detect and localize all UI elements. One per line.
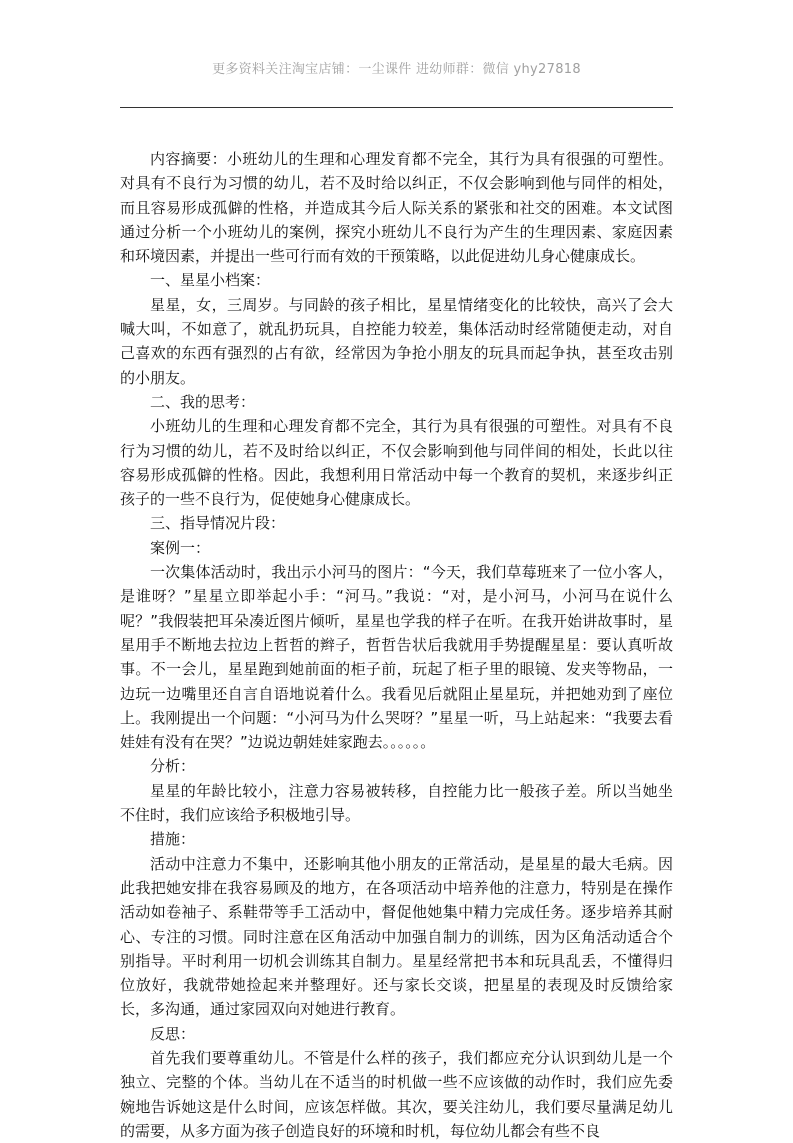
measures-heading: 措施： [150,830,196,849]
page-header-watermark: 更多资料关注淘宝店铺：一尘课件 进幼师群：微信 yhy27818 [212,62,581,77]
measures-paragraph: 活动中注意力不集中，还影响其他小朋友的正常活动，是星星的最大毛病。因此我把她安排在我容易顾及的地方，在各项活动中培养他的注意力，特别是在操作活动如卷袖子、系鞋带等手工活动中，督促他她集中精力完成任务。逐步培养其耐心、专注的习惯。同时注意在区角活动中加强自制力的训练，因为区角活动适合个别指导。平时利用一切机会训练其自制力。星星经常把书本和玩具乱丢，不懂得归位放好，我就带她捡起来并整理好。还与家长交谈，把星星的表现及时反馈给家长，多沟通，通过家园双向对她进行教育。 [120,854,673,1019]
header-divider [120,107,673,108]
section-heading-thoughts: 二、我的思考： [150,392,256,411]
reflection-paragraph: 首先我们要尊重幼儿。不管是什么样的孩子，我们都应充分认识到幼儿是一个独立、完整的个体。当幼儿在不适当的时机做一些不应该做的动作时，我们应先委婉地告诉她这是什么时间，应该怎样做。其次，要关注幼儿，我们要尽量满足幼儿的需要，从多方面为孩子创造良好的环境和时机，每位幼儿都会有些不良 [120,1048,673,1140]
profile-paragraph: 星星，女，三周岁。与同龄的孩子相比，星星情绪变化的比较快，高兴了会大喊大叫，不如意了，就乱扔玩具，自控能力较差，集体活动时经常随便走动，对自己喜欢的东西有强烈的占有欲，经常因为争抢小朋友的玩具而起争执，甚至攻击别的小朋友。 [120,295,673,387]
section-heading-profile: 一、星星小档案： [150,271,271,290]
case-one-paragraph: 一次集体活动时，我出示小河马的图片：“今天，我们草莓班来了一位小客人，是谁呀？”星星立即举起小手：“河马。”我说：“对，是小河马，小河马在说什么呢？”我假装把耳朵凑近图片倾听，星星也学我的样子在听。在我开始讲故事时，星星用手不断地去拉边上哲哲的辫子，哲哲告状后我就用手势提醒星星：要认真听故事。不一会儿，星星跑到她前面的柜子前，玩起了柜子里的眼镜、发夹等物品，一边玩一边嘴里还自言自语地说着什么。我看见后就阻止星星玩，并把她劝到了座位上。我刚提出一个问题：“小河马为什么哭呀？”星星一听，马上站起来：“我要去看娃娃有没有在哭？”边说边朝娃娃家跑去。。。。。。 [120,563,673,752]
reflection-heading: 反思： [150,1024,196,1043]
abstract-paragraph: 内容摘要：小班幼儿的生理和心理发育都不完全，其行为具有很强的可塑性。对具有不良行为习惯的幼儿，若不及时给以纠正，不仅会影响到他与同伴的相处，而且容易形成孤僻的性格，并造成其今后人际关系的紧张和社交的困难。本文试图通过分析一个小班幼儿的案例，探究小班幼儿不良行为产生的生理因素、家庭因素和环境因素，并提出一些可行而有效的干预策略，以此促进幼儿身心健康成长。 [120,150,673,266]
analysis-heading: 分析： [150,757,196,776]
document-body [120,147,673,1143]
case-one-heading: 案例一： [150,538,211,557]
thoughts-paragraph: 小班幼儿的生理和心理发育都不完全，其行为具有很强的可塑性。对具有不良行为习惯的幼儿，若不及时给以纠正，不仅会影响到他与同伴间的相处，长此以往容易形成孤僻的性格。因此，我想利用日常活动中每一个教育的契机，来逐步纠正孩子的一些不良行为，促使她身心健康成长。 [120,417,673,509]
analysis-paragraph: 星星的年龄比较小，注意力容易被转移，自控能力比一般孩子差。所以当她坐不住时，我们应该给予积极地引导。 [120,781,673,825]
section-heading-guidance: 三、指导情况片段： [150,514,286,533]
